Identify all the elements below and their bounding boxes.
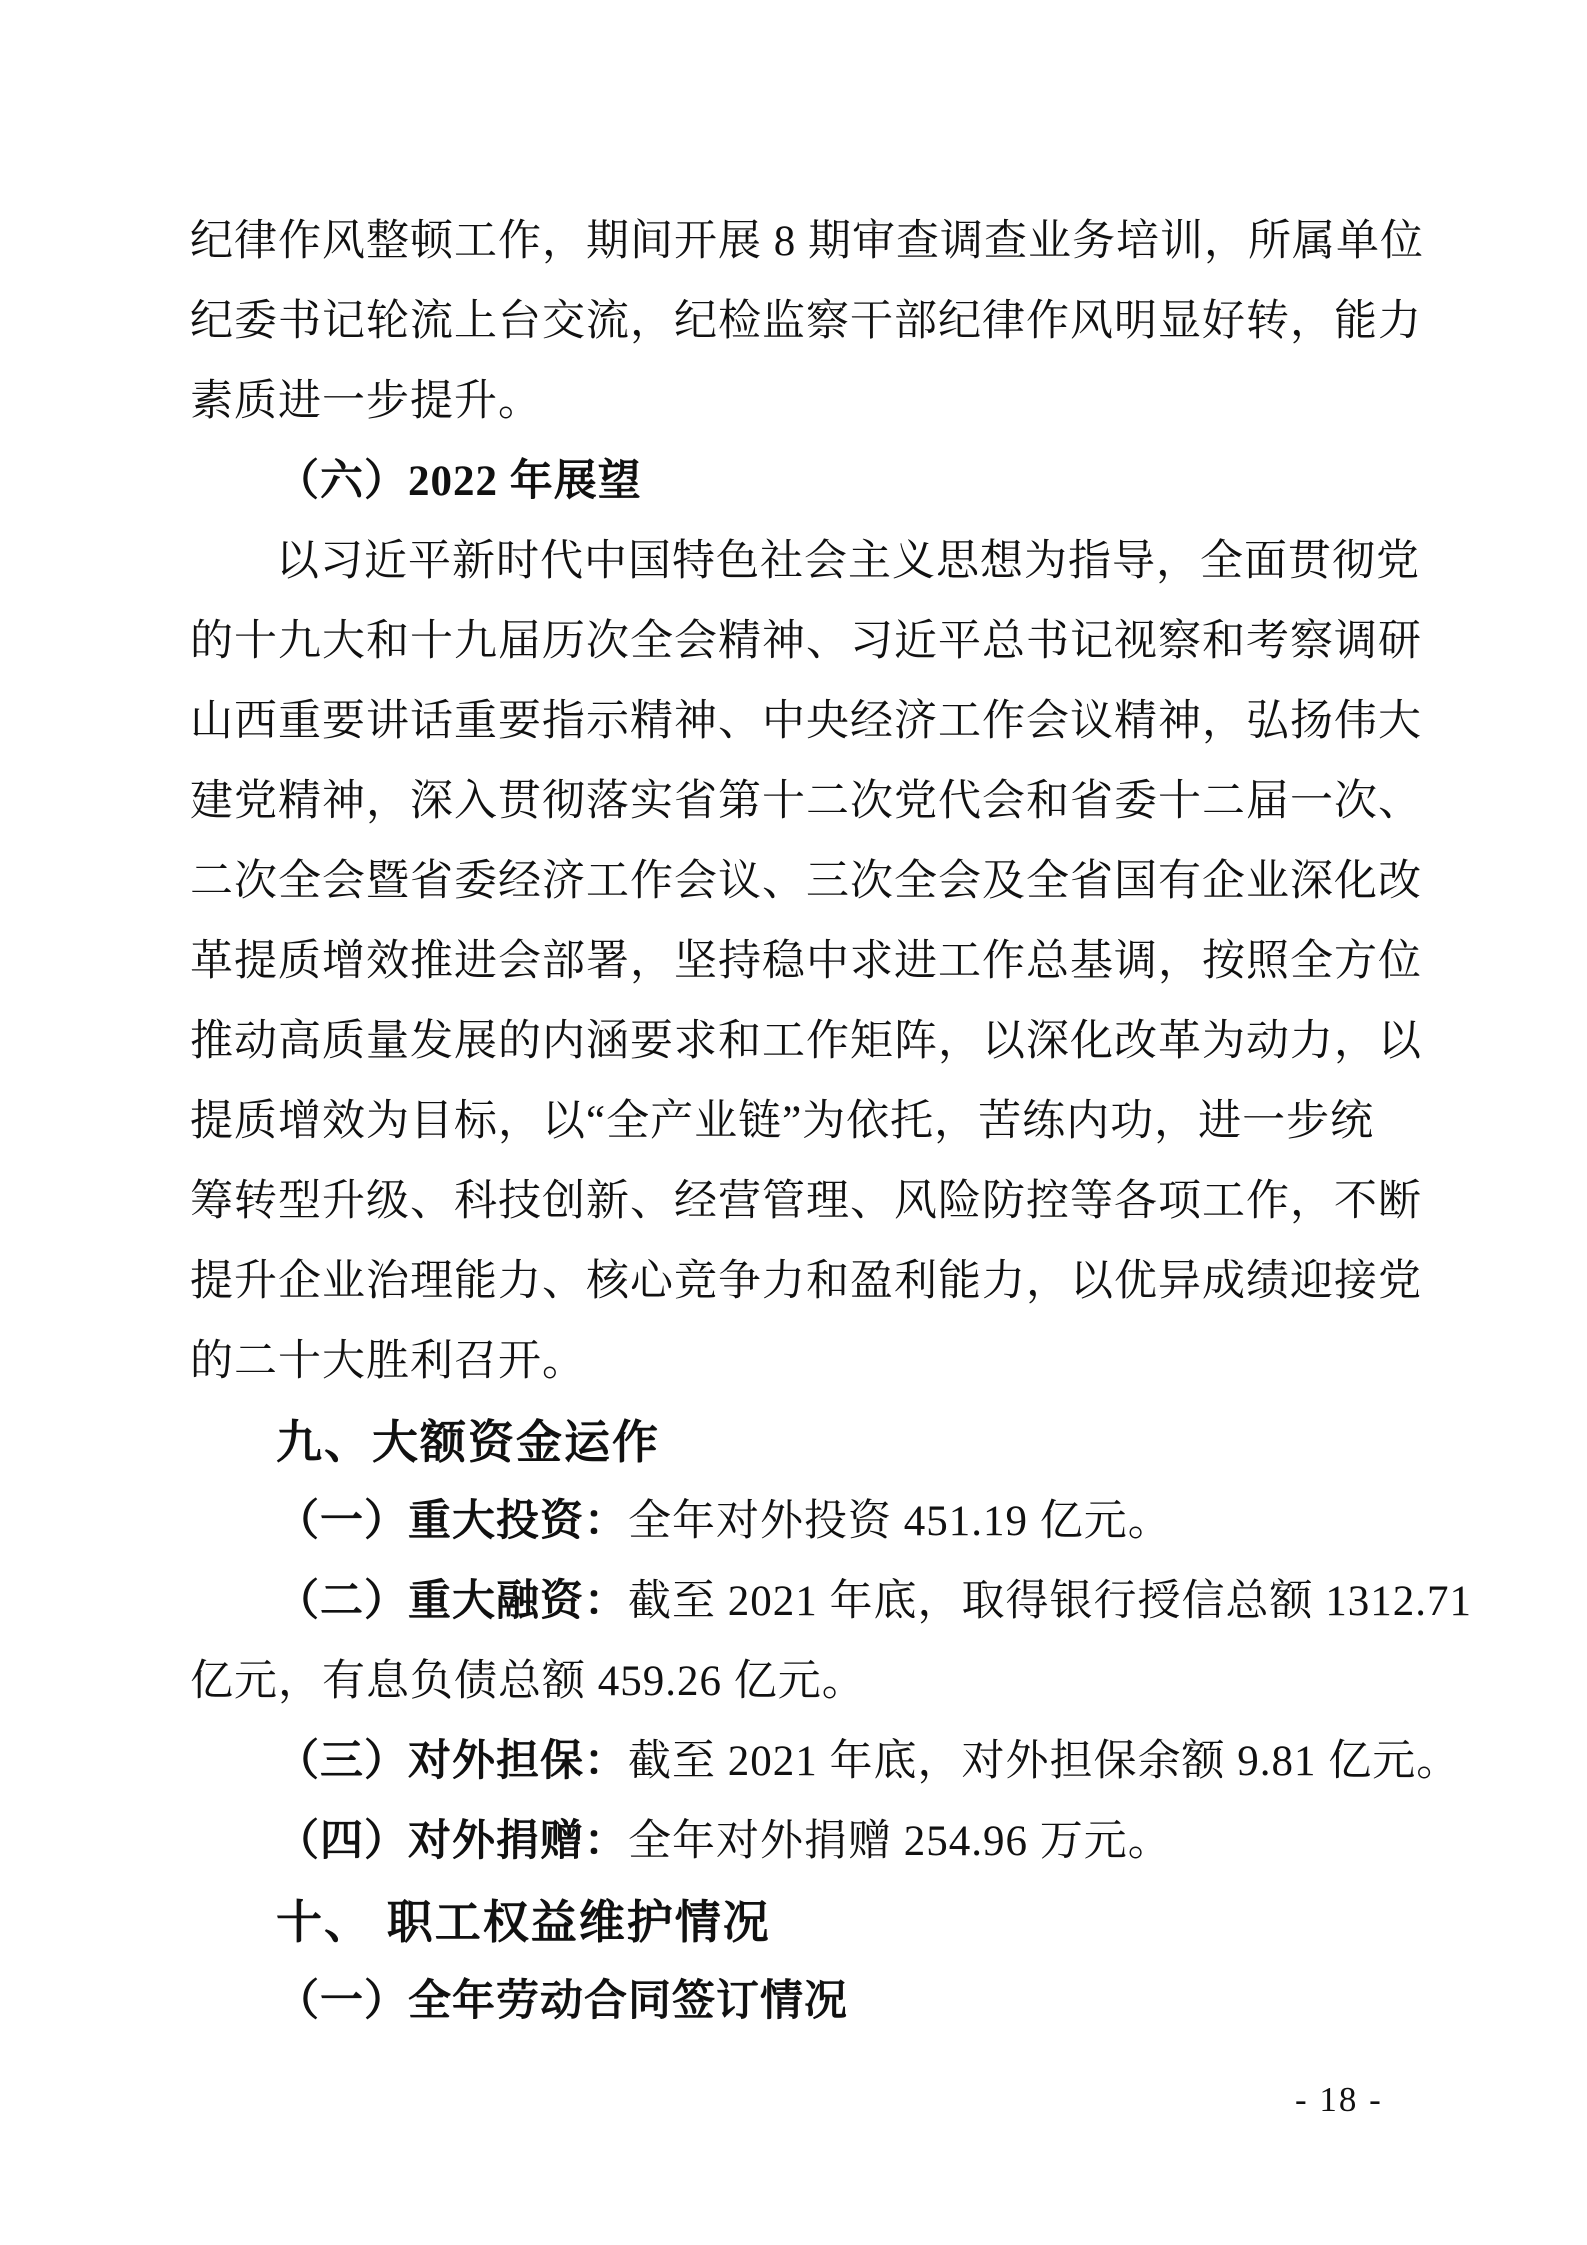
item-label: （一）重大投资： [276,1498,628,1545]
body-line: 革提质增效推进会部署，坚持稳中求进工作总基调，按照全方位 [190,938,1422,985]
section10-subitem: （一）全年劳动合同签订情况 [276,1978,848,2025]
item-text: 全年对外投资 451.19 亿元。 [628,1498,1172,1545]
section9-item-4 [190,1802,1405,1882]
body-line: 的十九大和十九届历次全会精神、习近平总书记视察和考察调研 [190,618,1422,665]
body-line: 推动高质量发展的内涵要求和工作矩阵，以深化改革为动力，以 [190,1018,1422,1065]
body-line: 素质进一步提升。 [190,378,542,425]
body-line: 二次全会暨省委经济工作会议、三次全会及全省国有企业深化改 [190,858,1422,905]
body-line: 提升企业治理能力、核心竞争力和盈利能力，以优异成绩迎接党 [190,1258,1422,1305]
body-line: 纪律作风整顿工作，期间开展 8 期审查调查业务培训，所属单位 [190,218,1424,265]
item-label: （三）对外担保： [276,1738,628,1785]
section6-heading: （六）2022 年展望 [276,458,642,505]
body-line: 筹转型升级、科技创新、经营管理、风险防控等各项工作，不断 [190,1178,1422,1225]
item-text: 全年对外捐赠 254.96 万元。 [628,1818,1172,1865]
section9-item-1 [190,1482,1405,1562]
body-line: 山西重要讲话重要指示精神、中央经济工作会议精神，弘扬伟大 [190,698,1422,745]
section9-heading: 九、大额资金运作 [276,1416,660,1468]
body-line: 的二十大胜利召开。 [190,1338,586,1385]
section9-item-2-wrap: 亿元，有息负债总额 459.26 亿元。 [190,1658,866,1705]
body-line: 纪委书记轮流上台交流，纪检监察干部纪律作风明显好转，能力 [190,298,1422,345]
item-text: 截至 2021 年底，取得银行授信总额 1312.71 [628,1578,1472,1625]
item-label: （二）重大融资： [276,1578,628,1625]
section9-item-3 [190,1722,1461,1802]
section10-heading: 十、 职工权益维护情况 [276,1896,771,1948]
document-body [190,202,1472,2042]
body-line: 提质增效为目标，以“全产业链”为依托，苦练内功，进一步统 [190,1098,1375,1145]
body-line: 以习近平新时代中国特色社会主义思想为指导，全面贯彻党 [276,538,1420,585]
item-label: （四）对外捐赠： [276,1818,628,1865]
body-line: 建党精神，深入贯彻落实省第十二次党代会和省委十二届一次、 [190,778,1422,825]
item-text: 截至 2021 年底，对外担保余额 9.81 亿元。 [628,1738,1461,1785]
section9-item-2 [190,1562,1472,1642]
page-number: - 18 - [1295,2080,1383,2119]
